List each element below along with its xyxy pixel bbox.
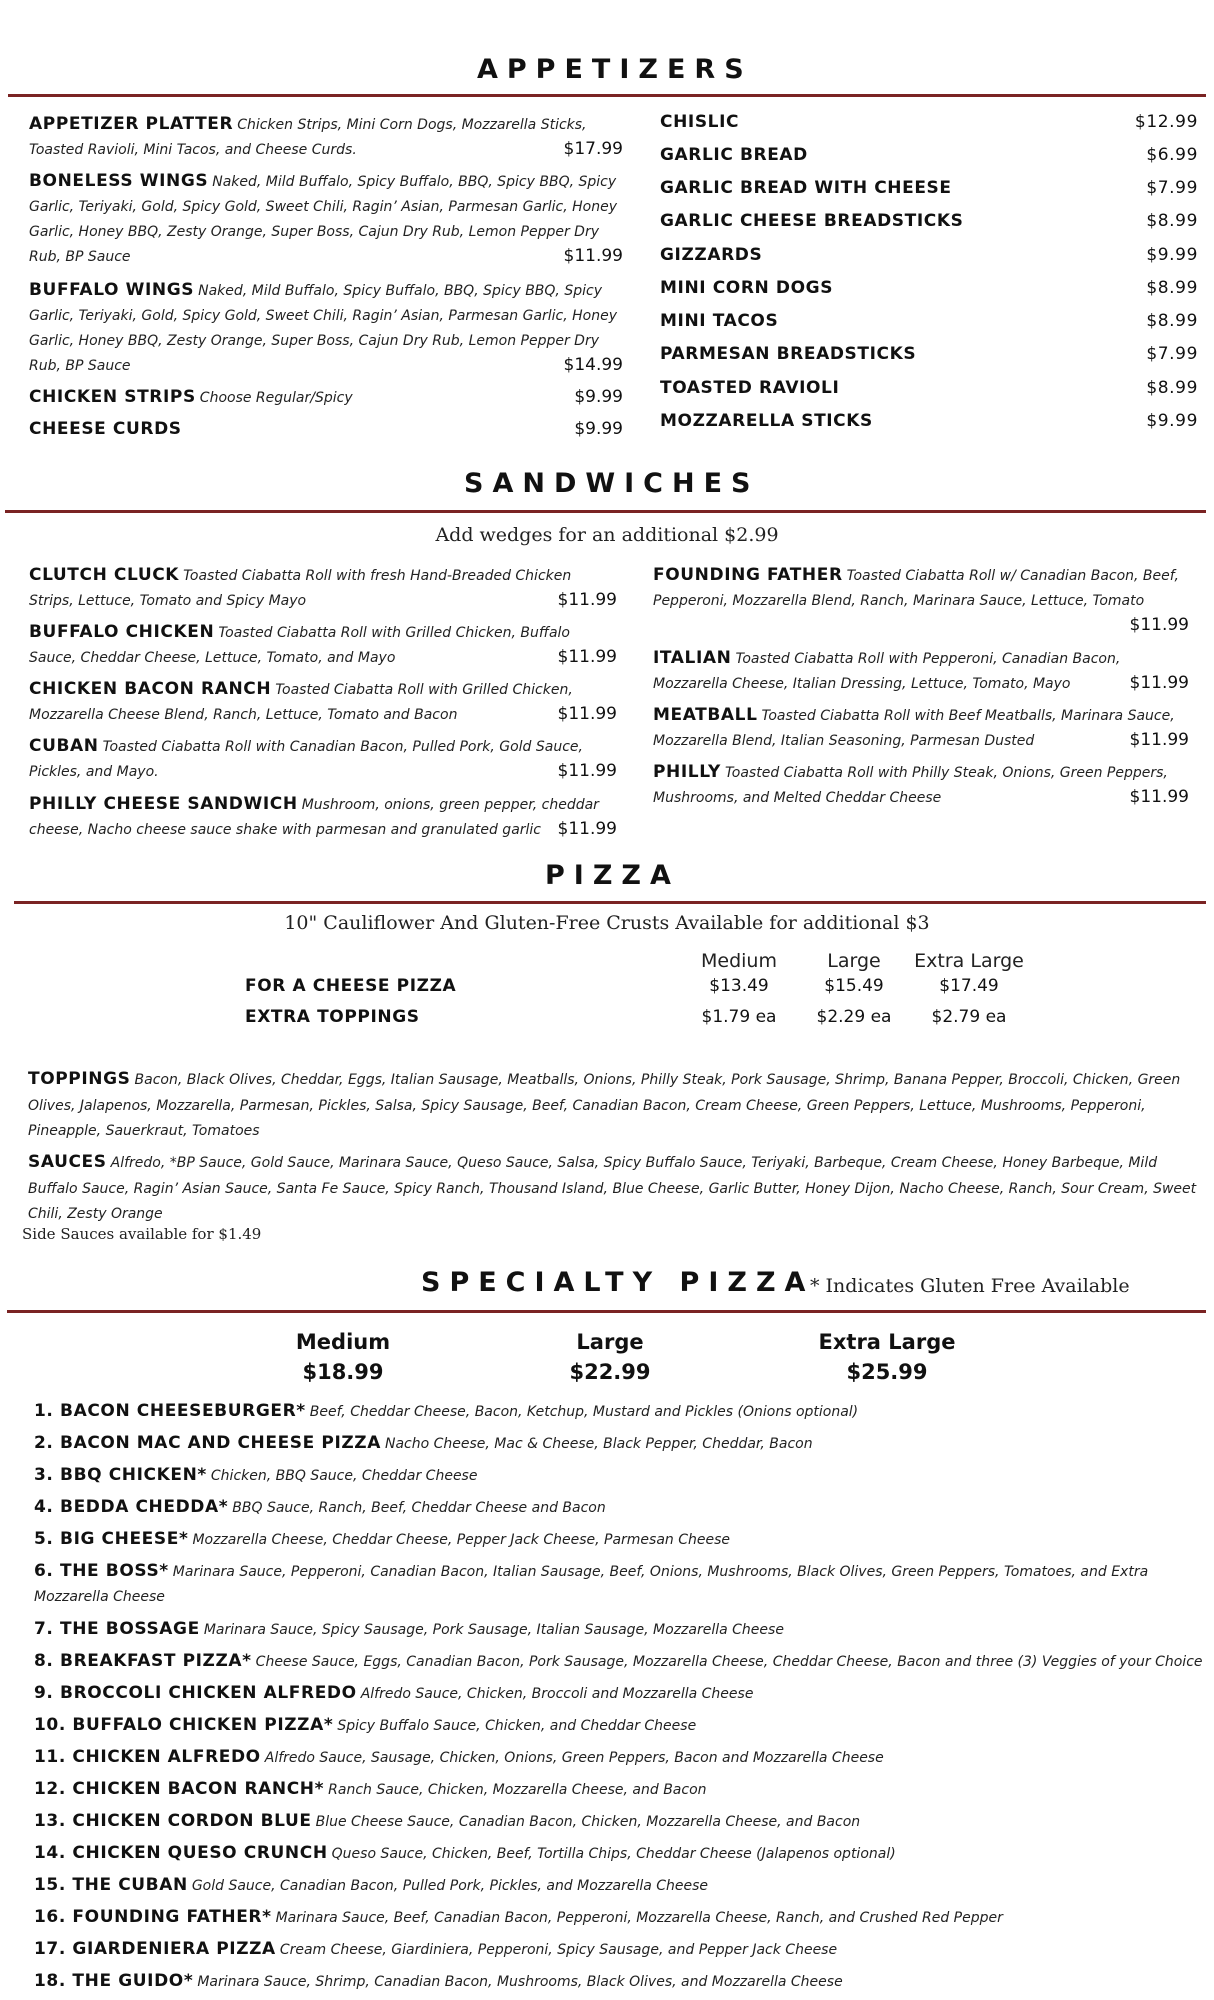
toppings-text: Bacon, Black Olives, Cheddar, Eggs, Italian Sausage, Meatballs, Onions, Philly Steak, Pork Sausage, Shrimp, Banana Pepper, Broccoli, Chicken, Green Olives, Jalapenos, Mozzarella, Parmesan, Pickles, Salsa, Spicy Sausage, Beef, Canadian Bacon, Cream Cheese, Green Peppers, Lettuce, Mushrooms, Pepperoni, Pineapple, Sauerkraut, Tomatoes	[28, 1072, 1181, 1139]
item-name: CHICKEN STRIPS	[29, 387, 196, 407]
item-description: Chicken, BBQ Sauce, Cheddar Cheese	[210, 1468, 478, 1484]
item-name: MEATBALL	[653, 705, 758, 725]
item-name: GIZZARDS	[660, 245, 763, 265]
size-name: Extra Large	[818, 1330, 956, 1354]
list-item	[34, 1713, 1214, 1739]
item-description: Queso Sauce, Chicken, Beef, Tortilla Chips, Cheddar Cheese (Jalapenos optional)	[331, 1846, 896, 1862]
item-description: Blue Cheese Sauce, Canadian Bacon, Chicken, Mozzarella Cheese, and Bacon	[315, 1814, 861, 1830]
item-description: Toasted Ciabatta Roll with Grilled Chicken, Buffalo Sauce, Cheddar Cheese, Lettuce, Tomato, and Mayo	[29, 625, 570, 666]
menu-item	[653, 646, 1189, 696]
item-description: Cream Cheese, Giardiniera, Pepperoni, Spicy Sausage, and Pepper Jack Cheese	[279, 1942, 838, 1958]
size-header: Medium	[701, 950, 777, 972]
item-name: MINI TACOS	[660, 311, 779, 331]
sandwiches-title: SANDWICHES	[464, 468, 760, 499]
size-header: Large	[827, 950, 881, 972]
menu-item	[653, 563, 1189, 638]
item-name: 15. THE CUBAN	[34, 1875, 188, 1895]
menu-item	[660, 245, 1198, 265]
item-description: Marinara Sauce, Beef, Canadian Bacon, Pepperoni, Mozzarella Cheese, Ranch, and Crushed Red Pepper	[275, 1910, 1003, 1926]
item-name: 12. CHICKEN BACON RANCH*	[34, 1779, 325, 1799]
item-name: BUFFALO WINGS	[29, 280, 195, 300]
item-price: $9.99	[574, 419, 623, 439]
item-name: BONELESS WINGS	[29, 171, 209, 191]
item-price: $11.99	[557, 761, 617, 781]
item-name: 18. THE GUIDO*	[34, 1971, 194, 1991]
item-name: GARLIC CHEESE BREADSTICKS	[660, 211, 964, 231]
appetizers-title: APPETIZERS	[477, 54, 753, 85]
sandwiches-divider	[5, 510, 1206, 513]
item-price: $11.99	[557, 590, 617, 610]
item-name: FOUNDING FATHER	[653, 565, 843, 585]
price-cell: $15.49	[824, 976, 884, 996]
item-description: Toasted Ciabatta Roll with Philly Steak, Onions, Green Peppers, Mushrooms, and Melted Cheddar Cheese	[653, 765, 1168, 806]
item-name: ITALIAN	[653, 648, 732, 668]
menu-item	[660, 211, 1198, 231]
size-name: Medium	[295, 1330, 391, 1354]
price-cell: $13.49	[709, 976, 769, 996]
item-name: TOASTED RAVIOLI	[660, 378, 840, 398]
item-description: Marinara Sauce, Shrimp, Canadian Bacon, Mushrooms, Black Olives, and Mozzarella Cheese	[197, 1974, 843, 1990]
item-price: $14.99	[563, 355, 623, 375]
item-price: $7.99	[1146, 178, 1198, 198]
item-name: 13. CHICKEN CORDON BLUE	[34, 1811, 312, 1831]
list-item	[34, 1681, 1214, 1707]
sauces-list	[28, 1150, 1204, 1228]
side-sauces-note: Side Sauces available for $1.49	[22, 1225, 262, 1243]
item-name: PHILLY	[653, 762, 721, 782]
item-name: 17. GIARDENIERA PIZZA	[34, 1939, 276, 1959]
item-description: Naked, Mild Buffalo, Spicy Buffalo, BBQ, Spicy BBQ, Spicy Garlic, Teriyaki, Gold, Spicy Gold, Sweet Chili, Ragin’ Asian, Parmesan Garlic, Honey Garlic, Honey BBQ, Zesty Orange, Super Boss, Cajun Dry Rub, Lemon Pepper Dry Rub, BP Sauce	[29, 283, 618, 374]
item-price: $9.99	[1146, 245, 1198, 265]
list-item	[34, 1745, 1214, 1771]
item-description: Toasted Ciabatta Roll with Grilled Chicken, Mozzarella Cheese Blend, Ranch, Lettuce, Tomato and Bacon	[29, 682, 573, 723]
list-item	[34, 1649, 1214, 1675]
item-description: Toasted Ciabatta Roll w/ Canadian Bacon, Beef, Pepperoni, Mozzarella Blend, Ranch, Marinara Sauce, Lettuce, Tomato	[653, 568, 1179, 609]
item-price: $9.99	[574, 387, 623, 407]
item-price: $11.99	[557, 647, 617, 667]
list-item	[34, 1559, 1214, 1610]
item-name: APPETIZER PLATTER	[29, 114, 234, 134]
item-price: $8.99	[1146, 311, 1198, 331]
size-header	[510, 1327, 710, 1387]
item-price: $11.99	[1129, 615, 1189, 635]
item-price: $9.99	[1146, 411, 1198, 431]
size-name: Large	[576, 1330, 644, 1354]
list-item	[34, 1463, 1214, 1489]
item-price: $11.99	[1129, 673, 1189, 693]
item-name: 11. CHICKEN ALFREDO	[34, 1747, 261, 1767]
item-name: 2. BACON MAC AND CHEESE PIZZA	[34, 1433, 381, 1453]
item-description: Marinara Sauce, Pepperoni, Canadian Bacon, Italian Sausage, Beef, Onions, Mushrooms, Black Olives, Green Peppers, Tomatoes, and Extra Mozzarella Cheese	[34, 1564, 1149, 1605]
list-item	[34, 1873, 1214, 1899]
item-name: 8. BREAKFAST PIZZA*	[34, 1651, 252, 1671]
size-price: $22.99	[569, 1360, 651, 1384]
sandwiches-note: Add wedges for an additional $2.99	[435, 524, 779, 546]
menu-item	[660, 278, 1198, 298]
sauces-label: SAUCES	[28, 1152, 107, 1172]
row-label: EXTRA TOPPINGS	[245, 1007, 420, 1027]
item-price: $8.99	[1146, 378, 1198, 398]
row-label: FOR A CHEESE PIZZA	[245, 976, 457, 996]
menu-item	[660, 145, 1198, 165]
item-price: $11.99	[557, 819, 617, 839]
size-price: $25.99	[846, 1360, 928, 1384]
menu-item	[29, 734, 617, 784]
list-item	[34, 1527, 1214, 1553]
item-description: Alfredo Sauce, Chicken, Broccoli and Mozzarella Cheese	[360, 1686, 754, 1702]
size-header: Extra Large	[914, 950, 1024, 972]
item-name: 14. CHICKEN QUESO CRUNCH	[34, 1843, 328, 1863]
item-name: CLUTCH CLUCK	[29, 565, 180, 585]
item-name: MOZZARELLA STICKS	[660, 411, 873, 431]
item-description: Cheese Sauce, Eggs, Canadian Bacon, Pork Sausage, Mozzarella Cheese, Cheddar Cheese, Bacon and three (3) Veggies of your Choice	[255, 1654, 1203, 1670]
item-price: $8.99	[1146, 211, 1198, 231]
list-item	[34, 1937, 1214, 1963]
list-item	[34, 1809, 1214, 1835]
size-header	[787, 1327, 987, 1387]
menu-item	[29, 169, 623, 269]
menu-item	[29, 112, 623, 162]
menu-item	[653, 760, 1189, 810]
pizza-divider	[14, 901, 1206, 904]
item-price: $11.99	[563, 246, 623, 266]
item-name: GARLIC BREAD	[660, 145, 808, 165]
item-description: Chicken Strips, Mini Corn Dogs, Mozzarella Sticks, Toasted Ravioli, Mini Tacos, and Cheese Curds.	[29, 117, 587, 158]
menu-item	[29, 792, 617, 842]
item-description: Beef, Cheddar Cheese, Bacon, Ketchup, Mustard and Pickles (Onions optional)	[309, 1404, 859, 1420]
specialty-divider	[7, 1310, 1206, 1313]
pizza-crust-note: 10" Cauliflower And Gluten-Free Crusts Available for additional $3	[284, 912, 930, 934]
item-name: CHISLIC	[660, 112, 740, 132]
item-description: Toasted Ciabatta Roll with Beef Meatballs, Marinara Sauce, Mozzarella Blend, Italian Seasoning, Parmesan Dusted	[653, 708, 1175, 749]
item-description: Toasted Ciabatta Roll with Pepperoni, Canadian Bacon, Mozzarella Cheese, Italian Dressing, Lettuce, Tomato, Mayo	[653, 651, 1121, 692]
list-item	[34, 1399, 1214, 1425]
item-price: $8.99	[1146, 278, 1198, 298]
item-name: 16. FOUNDING FATHER*	[34, 1907, 272, 1927]
item-name: 1. BACON CHEESEBURGER*	[34, 1401, 306, 1421]
list-item	[34, 1431, 1214, 1457]
item-name: CUBAN	[29, 736, 99, 756]
list-item	[34, 1617, 1214, 1643]
list-item	[34, 1777, 1214, 1803]
item-name: 7. THE BOSSAGE	[34, 1619, 200, 1639]
price-cell: $17.49	[939, 976, 999, 996]
item-name: CHICKEN BACON RANCH	[29, 679, 272, 699]
menu-item	[660, 378, 1198, 398]
item-name: 4. BEDDA CHEDDA*	[34, 1497, 229, 1517]
menu-item	[660, 344, 1198, 364]
menu-item	[660, 112, 1198, 132]
item-description: BBQ Sauce, Ranch, Beef, Cheddar Cheese and Bacon	[232, 1500, 606, 1516]
item-description: Toasted Ciabatta Roll with fresh Hand-Breaded Chicken Strips, Lettuce, Tomato and Spicy Mayo	[29, 568, 572, 609]
item-price: $11.99	[557, 704, 617, 724]
menu-item	[29, 677, 617, 727]
price-cell: $2.79 ea	[931, 1007, 1007, 1027]
item-name: 9. BROCCOLI CHICKEN ALFREDO	[34, 1683, 357, 1703]
item-price: $7.99	[1146, 344, 1198, 364]
toppings-label: TOPPINGS	[28, 1069, 131, 1089]
menu-item	[653, 703, 1189, 753]
specialty-title: SPECIALTY PIZZA	[421, 1267, 815, 1298]
menu-item	[29, 385, 623, 410]
item-price: $11.99	[1129, 730, 1189, 750]
item-name: CHEESE CURDS	[29, 419, 182, 439]
item-price: $17.99	[563, 139, 623, 159]
sauces-text: Alfredo, *BP Sauce, Gold Sauce, Marinara Sauce, Queso Sauce, Salsa, Spicy Buffalo Sauce, Teriyaki, Barbeque, Cream Cheese, Honey Barbeque, Mild Buffalo Sauce, Ragin’ Asian Sauce, Santa Fe Sauce, Spicy Ranch, Thousand Island, Blue Cheese, Garlic Butter, Honey Dijon, Nacho Cheese, Ranch, Sour Cream, Sweet Chili, Zesty Orange	[28, 1155, 1197, 1222]
pizza-title: PIZZA	[545, 860, 680, 891]
item-description: Spicy Buffalo Sauce, Chicken, and Cheddar Cheese	[337, 1718, 697, 1734]
item-description: Naked, Mild Buffalo, Spicy Buffalo, BBQ, Spicy BBQ, Spicy Garlic, Teriyaki, Gold, Spicy Gold, Sweet Chili, Ragin’ Asian, Parmesan Garlic, Honey Garlic, Honey BBQ, Zesty Orange, Super Boss, Cajun Dry Rub, Lemon Pepper Dry Rub, BP Sauce	[29, 174, 618, 265]
size-header	[243, 1327, 443, 1387]
item-name: PARMESAN BREADSTICKS	[660, 344, 917, 364]
price-cell: $2.29 ea	[816, 1007, 892, 1027]
item-price: $6.99	[1146, 145, 1198, 165]
item-price: $12.99	[1134, 112, 1198, 132]
menu-item	[660, 178, 1198, 198]
size-price: $18.99	[302, 1360, 384, 1384]
item-name: GARLIC BREAD WITH CHEESE	[660, 178, 952, 198]
item-description: Mozzarella Cheese, Cheddar Cheese, Pepper Jack Cheese, Parmesan Cheese	[192, 1532, 731, 1548]
item-name: 5. BIG CHEESE*	[34, 1529, 189, 1549]
item-name: MINI CORN DOGS	[660, 278, 834, 298]
menu-item	[660, 311, 1198, 331]
item-description: Ranch Sauce, Chicken, Mozzarella Cheese, and Bacon	[328, 1782, 707, 1798]
list-item	[34, 1841, 1214, 1867]
item-description: Choose Regular/Spicy	[199, 390, 353, 406]
item-name: 6. THE BOSS*	[34, 1561, 169, 1581]
menu-item	[29, 563, 617, 613]
menu-item	[29, 417, 623, 442]
list-item	[34, 1495, 1214, 1521]
gluten-free-note: * Indicates Gluten Free Available	[810, 1275, 1130, 1297]
toppings-list	[28, 1067, 1204, 1145]
menu-item	[660, 411, 1198, 431]
item-description: Marinara Sauce, Spicy Sausage, Pork Sausage, Italian Sausage, Mozzarella Cheese	[203, 1622, 784, 1638]
item-description: Mushroom, onions, green pepper, cheddar cheese, Nacho cheese sauce shake with parmesan and granulated garlic	[29, 797, 599, 838]
list-item	[34, 1969, 1214, 1995]
item-name: BUFFALO CHICKEN	[29, 622, 215, 642]
item-description: Gold Sauce, Canadian Bacon, Pulled Pork, Pickles, and Mozzarella Cheese	[191, 1878, 709, 1894]
menu-item	[29, 278, 623, 378]
item-name: PHILLY CHEESE SANDWICH	[29, 794, 298, 814]
appetizers-divider	[8, 94, 1206, 97]
menu-item	[29, 620, 617, 670]
item-name: 10. BUFFALO CHICKEN PIZZA*	[34, 1715, 334, 1735]
price-cell: $1.79 ea	[701, 1007, 777, 1027]
item-description: Alfredo Sauce, Sausage, Chicken, Onions, Green Peppers, Bacon and Mozzarella Cheese	[264, 1750, 884, 1766]
list-item	[34, 1905, 1214, 1931]
item-description: Nacho Cheese, Mac & Cheese, Black Pepper, Cheddar, Bacon	[384, 1436, 813, 1452]
item-description: Toasted Ciabatta Roll with Canadian Bacon, Pulled Pork, Gold Sauce, Pickles, and Mayo.	[29, 739, 583, 780]
item-price: $11.99	[1129, 787, 1189, 807]
item-name: 3. BBQ CHICKEN*	[34, 1465, 207, 1485]
